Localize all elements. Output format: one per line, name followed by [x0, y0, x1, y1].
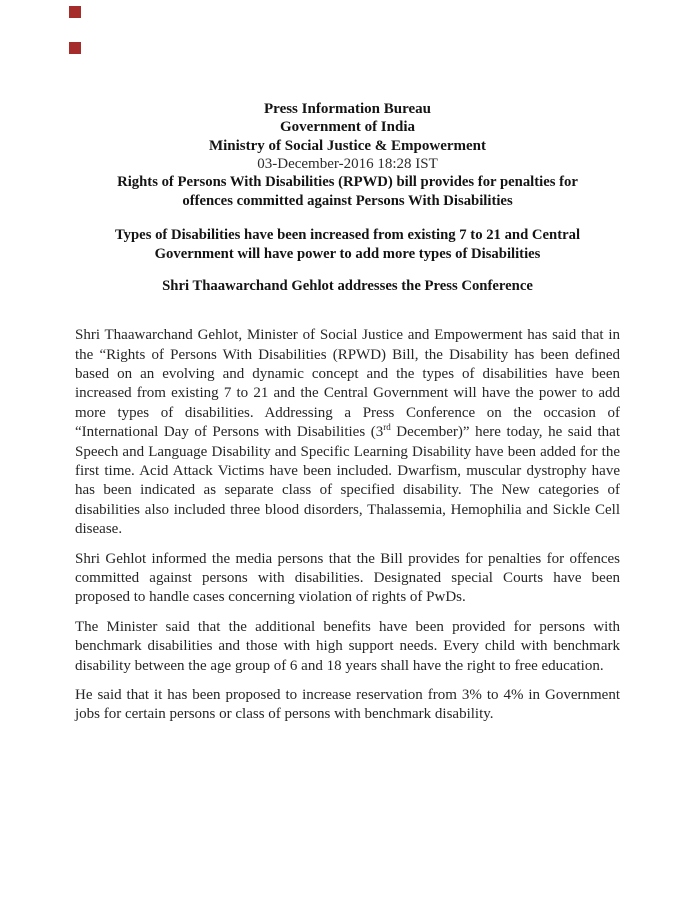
- paragraph-1-text: Shri Thaawarchand Gehlot, Minister of Social Justice and Empowerment has said that in the “Rights of Persons With Disabilities (RPWD) Bill, the Disability has been defined based on an evolving and dynamic concept and the types of disabilities have been increased from existing 7 to 21 and the Central Government will have the power to add more types of disabilities. Addressing a Press Conference on the occasion of “International Day of Persons with Disabilities (3: [75, 327, 620, 441]
- ordinal-superscript: rd: [383, 422, 391, 433]
- document-header: [75, 100, 620, 295]
- government-line: Government of India: [280, 119, 415, 136]
- document-body: [75, 326, 620, 725]
- broken-image-icon: [69, 6, 81, 18]
- dateline: 03-December-2016 18:28 IST: [257, 155, 438, 172]
- subheadline-line: Government will have power to add more types of Disabilities: [154, 245, 541, 262]
- headline: [75, 173, 620, 210]
- paragraph-4: He said that it has been proposed to increase reservation from 3% to 4% in Government jobs for certain persons or class of persons with benchmark disability.: [75, 687, 620, 723]
- broken-image-icon: [69, 42, 81, 54]
- headline-line: Rights of Persons With Disabilities (RPWD) bill provides for penalties for: [117, 174, 578, 191]
- conference-line: Shri Thaawarchand Gehlot addresses the Press Conference: [162, 277, 533, 294]
- conference-line-block: [75, 277, 620, 296]
- paragraph-1: [75, 326, 620, 539]
- document-content: [75, 100, 620, 725]
- paragraph-1-text-continued: December)” here today, he said that Speech and Language Disability and Specific Learning Disability have been added for the first time. Acid Attack Victims have been included. Dwarfism, muscular dystrophy have has been indicated as separate class of specified disability. The New categories of disabilities also included three blood disorders, Thalassemia, Hemophilia and Sickle Cell disease.: [75, 424, 620, 538]
- org-title: Press Information Bureau: [264, 101, 431, 117]
- paragraph-3: The Minister said that the additional benefits have been provided for persons with benchmark disabilities and those with high support needs. Every child with benchmark disability between the age group of 6 and 18 years shall have the right to free education.: [75, 618, 620, 674]
- ministry-line: Ministry of Social Justice & Empowerment: [208, 137, 487, 154]
- subheadline-line: Types of Disabilities have been increased from existing 7 to 21 and Central: [114, 227, 581, 244]
- subheadline: [75, 226, 620, 263]
- headline-line: offences committed against Persons With Disabilities: [182, 192, 513, 209]
- paragraph-2: Shri Gehlot informed the media persons that the Bill provides for penalties for offences committed against persons with disabilities. Designated special Courts have been proposed to handle cases concerning violation of rights of PwDs.: [75, 550, 620, 606]
